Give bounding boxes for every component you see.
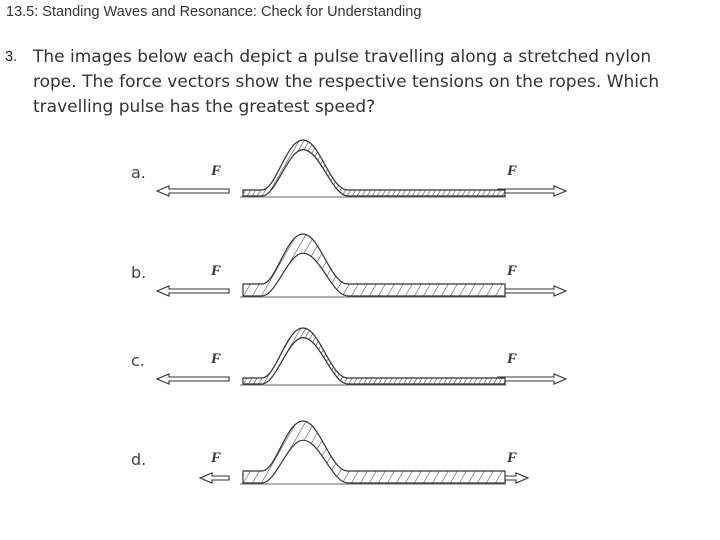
force-label-left: F (211, 163, 222, 179)
rope-pulse (243, 421, 505, 483)
force-label-right: F (507, 263, 518, 279)
question-line: rope. The force vectors show the respective tensions on the ropes. Which (33, 72, 660, 92)
force-label-left: F (211, 263, 222, 279)
force-label-right: F (507, 450, 518, 466)
rope-pulse (243, 140, 505, 196)
force-label-right: F (507, 351, 518, 367)
force-arrow-right (498, 186, 566, 196)
option-3 (131, 328, 566, 385)
option-label: d. (131, 450, 147, 469)
force-arrow-left (157, 374, 229, 384)
question-line: The images below each depict a pulse travelling along a stretched nylon (33, 47, 652, 67)
question-number: 3. (5, 49, 18, 65)
force-arrow-right (498, 286, 566, 296)
force-arrow-left (157, 286, 229, 296)
rope-pulse (243, 234, 505, 296)
slide-title: 13.5: Standing Waves and Resonance: Check for Understanding (6, 4, 422, 20)
option-4 (131, 421, 528, 484)
option-2 (131, 234, 566, 297)
force-label-left: F (211, 351, 222, 367)
force-arrow-right (498, 374, 566, 384)
force-label-right: F (507, 163, 518, 179)
question-line: travelling pulse has the greatest speed? (33, 97, 376, 117)
force-arrow-left (157, 186, 229, 196)
force-arrow-left (200, 473, 229, 483)
option-label: a. (131, 163, 146, 182)
force-label-left: F (211, 450, 222, 466)
option-1 (131, 140, 566, 197)
rope-pulse (243, 328, 505, 384)
option-label: c. (131, 351, 145, 370)
option-label: b. (131, 263, 147, 282)
